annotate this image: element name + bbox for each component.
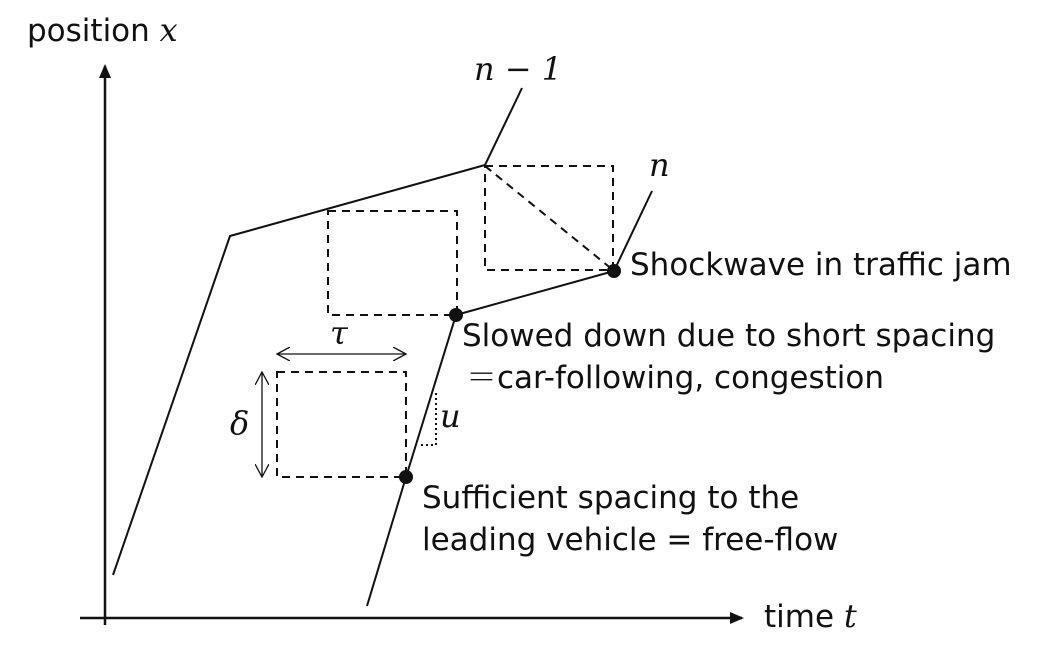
spacing-box-lower [277,372,406,477]
slowed-annotation-line1: Slowed down due to short spacing [462,318,996,354]
free-flow-point [399,470,413,484]
sufficient-annotation-line1: Sufficient spacing to the [422,480,800,516]
y-axis-label: position x [27,11,178,49]
shockwave-diagonal [485,166,613,270]
follower-label: n [649,146,670,184]
spacing-box-middle [328,211,457,315]
tau-label: τ [330,314,348,352]
sufficient-annotation-line2: leading vehicle = free-flow [422,522,839,558]
shockwave-annotation: Shockwave in traffic jam [630,247,1012,283]
free-flow-speed-label: u [440,397,461,435]
x-axis-label: time t [764,597,857,635]
delta-label: δ [230,404,250,442]
shockwave-point [607,264,621,278]
slowed-annotation-line2: ＝car-following, congestion [466,360,885,396]
free-flow-slope-triangle [421,390,436,445]
congestion-point [449,308,463,322]
leader-label: n − 1 [474,50,563,88]
